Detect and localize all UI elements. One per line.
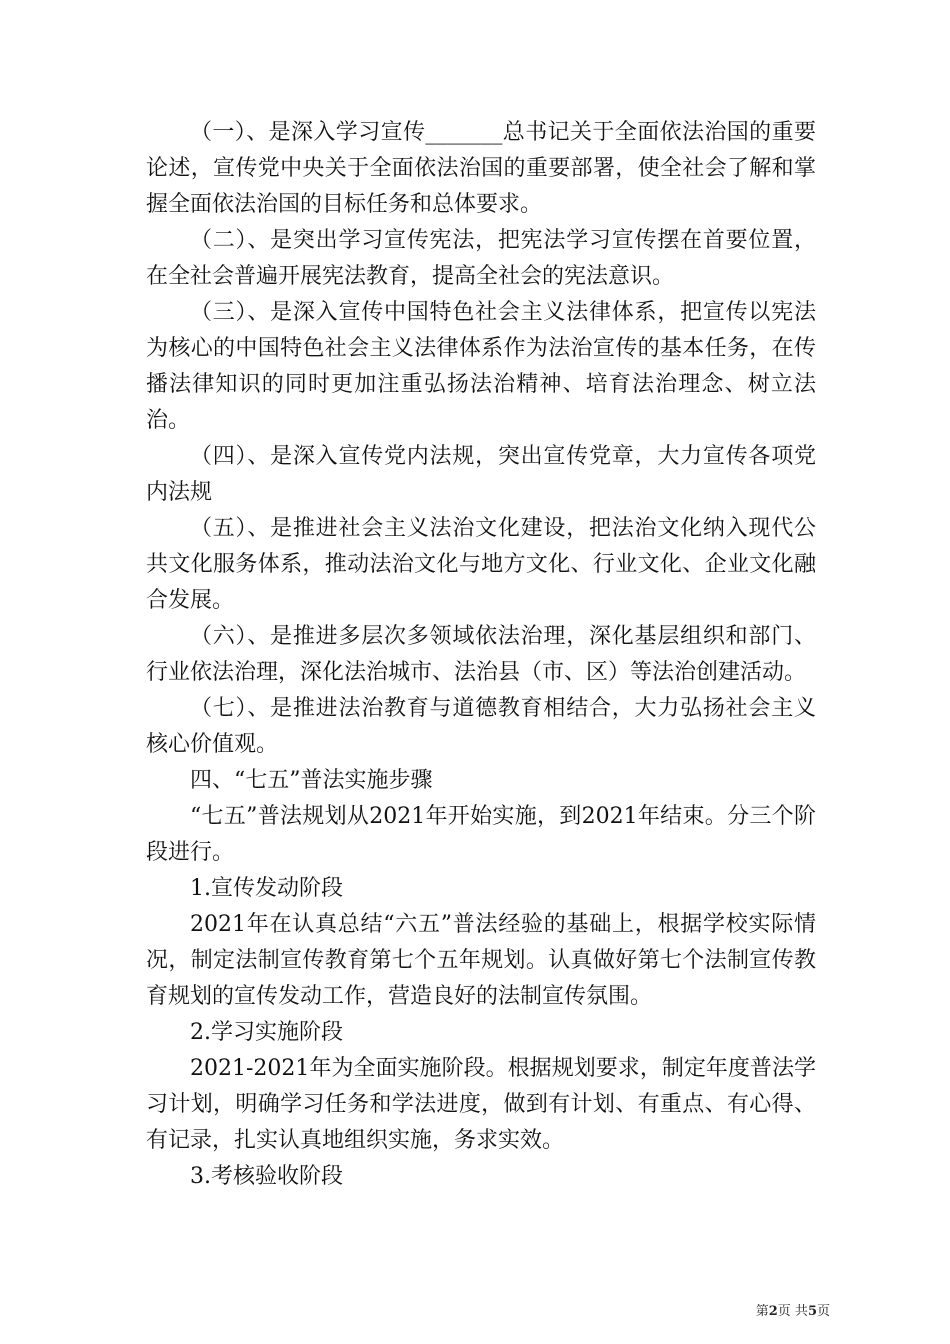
paragraph-2: （二）、是突出学习宣传宪法，把宪法学习宣传摆在首要位置，在全社会普遍开展宪法教育，提高全社会的宪法意识。 [146,228,816,289]
paragraph-9: 2021年在认真总结“六五”普法经验的基础上，根据学校实际情况，制定法制宣传教育第七个五年规划。认真做好第七个法制宣传教育规划的宣传发动工作，营造良好的法制宣传氛围。 [146,912,816,1009]
footer-total-pages: 5 [807,1304,817,1319]
stage-heading-1: 1.宣传发动阶段 [190,876,343,901]
paragraph-3: （三）、是深入宣传中国特色社会主义法律体系，把宣传以宪法为核心的中国特色社会主义法律体系作为法治宣传的基本任务，在传播法律知识的同时更加注重弘扬法治精神、培育法治理念、树立法治。 [146,300,816,433]
page-footer [700,1300,830,1319]
paragraph-7: （七）、是推进法治教育与道德教育相结合，大力弘扬社会主义核心价值观。 [146,696,816,757]
paragraph-1: （一）、是深入学习宣传_______总书记关于全面依法治国的重要论述，宣传党中央关于全面依法治国的重要部署，使全社会了解和掌握全面依法治国的目标任务和总体要求。 [146,120,816,217]
paragraph-10: 2021-2021年为全面实施阶段。根据规划要求，制定年度普法学习计划，明确学习任务和学法进度，做到有计划、有重点、有心得、有记录，扎实认真地组织实施，务求实效。 [146,1056,816,1153]
document-body [146,115,816,1195]
section-heading: 四、“七五”普法实施步骤 [190,768,433,793]
paragraph-8: “七五”普法规划从2021年开始实施，到2021年结束。分三个阶段进行。 [146,804,816,865]
paragraph-4: （四）、是深入宣传党内法规，突出宣传党章，大力宣传各项党内法规 [146,444,816,505]
footer-middle: 页 共 [777,1304,808,1319]
footer-prefix: 第 [755,1304,769,1319]
footer-page-number: 2 [768,1304,778,1319]
stage-heading-3: 3.考核验收阶段 [190,1164,343,1189]
footer-suffix: 页 [816,1304,830,1319]
paragraph-6: （六）、是推进多层次多领域依法治理，深化基层组织和部门、行业依法治理，深化法治城市、法治县（市、区）等法治创建活动。 [146,624,816,685]
stage-heading-2: 2.学习实施阶段 [190,1020,343,1045]
paragraph-5: （五）、是推进社会主义法治文化建设，把法治文化纳入现代公共文化服务体系，推动法治文化与地方文化、行业文化、企业文化融合发展。 [146,516,816,613]
